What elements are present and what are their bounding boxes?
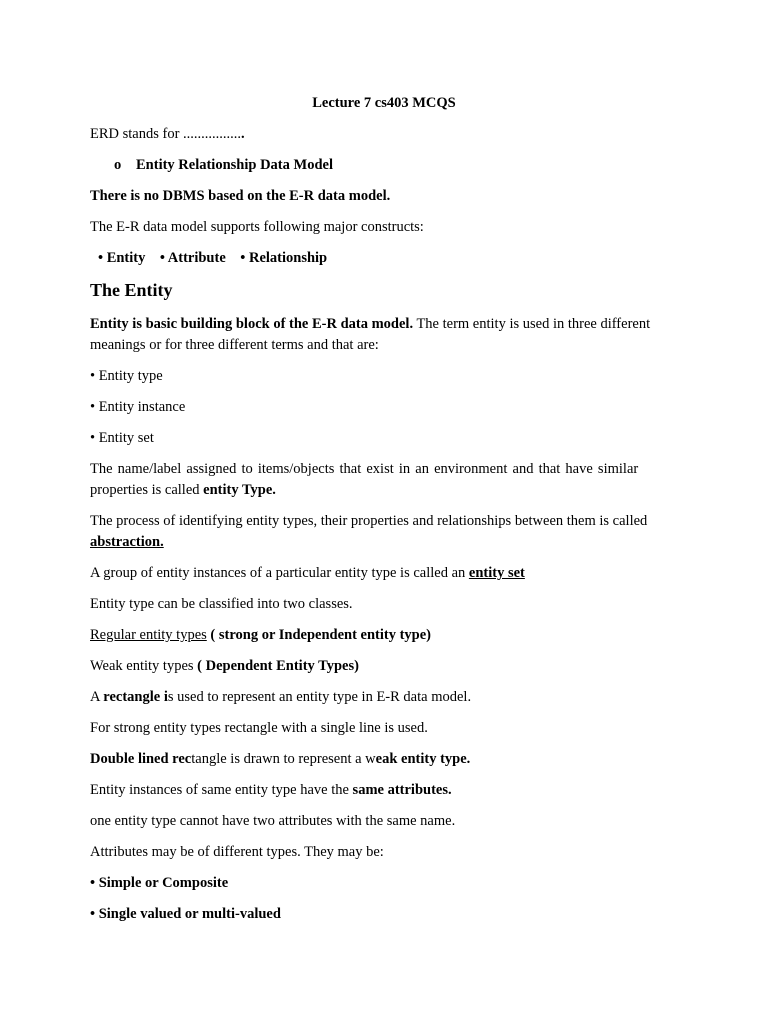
paragraph-text: The term entity is used in three different [413, 316, 651, 332]
paragraph-text: Entity instances of same entity type have the [90, 782, 353, 798]
paragraph-entity-type [90, 459, 678, 479]
paragraph-text: Regular entity types [90, 627, 207, 643]
question-erd [90, 124, 678, 144]
paragraph-weak [90, 656, 678, 676]
question-text: ERD stands for [90, 126, 184, 142]
paragraph-abstraction-line2 [90, 532, 678, 552]
paragraph-bold: eak entity type. [375, 751, 471, 767]
question-blank: ................ [183, 126, 242, 142]
paragraph-bold: abstraction. [90, 534, 164, 550]
paragraph-text: meanings or for three different terms and that are: [90, 337, 379, 353]
paragraph-abstraction [90, 511, 678, 531]
paragraph-classified [90, 594, 678, 614]
paragraph-entity-line2 [90, 335, 678, 355]
paragraph-regular [90, 625, 678, 645]
paragraph-same-attributes [90, 780, 678, 800]
paragraph-text: tangle is drawn to represent a w [191, 751, 376, 767]
list-item-text: • Entity instance [90, 399, 186, 415]
answer-erd [114, 155, 702, 175]
question-end: . [241, 126, 245, 142]
paragraph-text: A [90, 689, 104, 705]
paragraph-text: A group of entity instances of a particular entity type is called an [90, 565, 469, 581]
paragraph-bold: rectangle i [103, 689, 168, 705]
constructs-list [98, 248, 686, 268]
list-item [90, 873, 678, 893]
paragraph-strong [90, 718, 678, 738]
paragraph-text: properties is called [90, 482, 204, 498]
paragraph-text: Entity type can be classified into two classes. [90, 596, 353, 612]
paragraph-bold: ( Dependent Entity Types) [197, 658, 359, 674]
page-title [0, 93, 768, 113]
list-item [90, 428, 678, 448]
paragraph-double [90, 749, 678, 769]
paragraph-text: one entity type cannot have two attributes with the same name. [90, 813, 456, 829]
list-item [90, 366, 678, 386]
paragraph-text: The process of identifying entity types, their properties and relationships between them is called [90, 513, 648, 529]
statement-constructs [90, 217, 678, 237]
paragraph-entity-set [90, 563, 678, 583]
list-item [90, 904, 678, 924]
answer-bullet-icon: o [114, 157, 122, 173]
statement-no-dbms [90, 186, 678, 206]
paragraph-bold: entity Type. [203, 482, 276, 498]
paragraph-bold: Entity is basic building block of the E-R data model. [90, 316, 414, 332]
paragraph-text: Weak entity types [90, 658, 198, 674]
paragraph-attribute-types [90, 842, 678, 862]
construct-attribute: • Attribute [159, 250, 226, 266]
list-item-text: • Single valued or multi-valued [90, 906, 281, 922]
heading-text: The Entity [90, 280, 173, 300]
paragraph-text: s used to represent an entity type in E-R data model. [167, 689, 472, 705]
statement-text: There is no DBMS based on the E-R data model. [90, 188, 391, 204]
list-item-text: • Entity type [90, 368, 163, 384]
answer-text: Entity Relationship Data Model [136, 157, 333, 173]
construct-entity: • Entity [98, 250, 146, 266]
paragraph-text: Attributes may be of different types. They may be: [90, 844, 384, 860]
paragraph-bold: Double lined rec [90, 751, 192, 767]
construct-relationship: • Relationship [240, 250, 328, 266]
list-item [90, 397, 678, 417]
paragraph-one-entity [90, 811, 678, 831]
paragraph-text: For strong entity types rectangle with a single line is used. [90, 720, 428, 736]
section-heading-entity [90, 280, 678, 300]
paragraph-text: The name/label assigned to items/objects that exist in an environment and that have similar [90, 461, 639, 477]
paragraph-rectangle [90, 687, 678, 707]
statement-text: The E-R data model supports following major constructs: [90, 219, 424, 235]
paragraph-bold: entity set [468, 565, 525, 581]
paragraph-bold: ( strong or Independent entity type) [206, 627, 432, 643]
paragraph-bold: same attributes. [352, 782, 452, 798]
list-item-text: • Entity set [90, 430, 154, 446]
list-item-text: • Simple or Composite [90, 875, 229, 891]
paragraph-entity [90, 314, 678, 334]
title-text: Lecture 7 cs403 MCQS [312, 95, 456, 111]
paragraph-entity-type-line2 [90, 480, 678, 500]
